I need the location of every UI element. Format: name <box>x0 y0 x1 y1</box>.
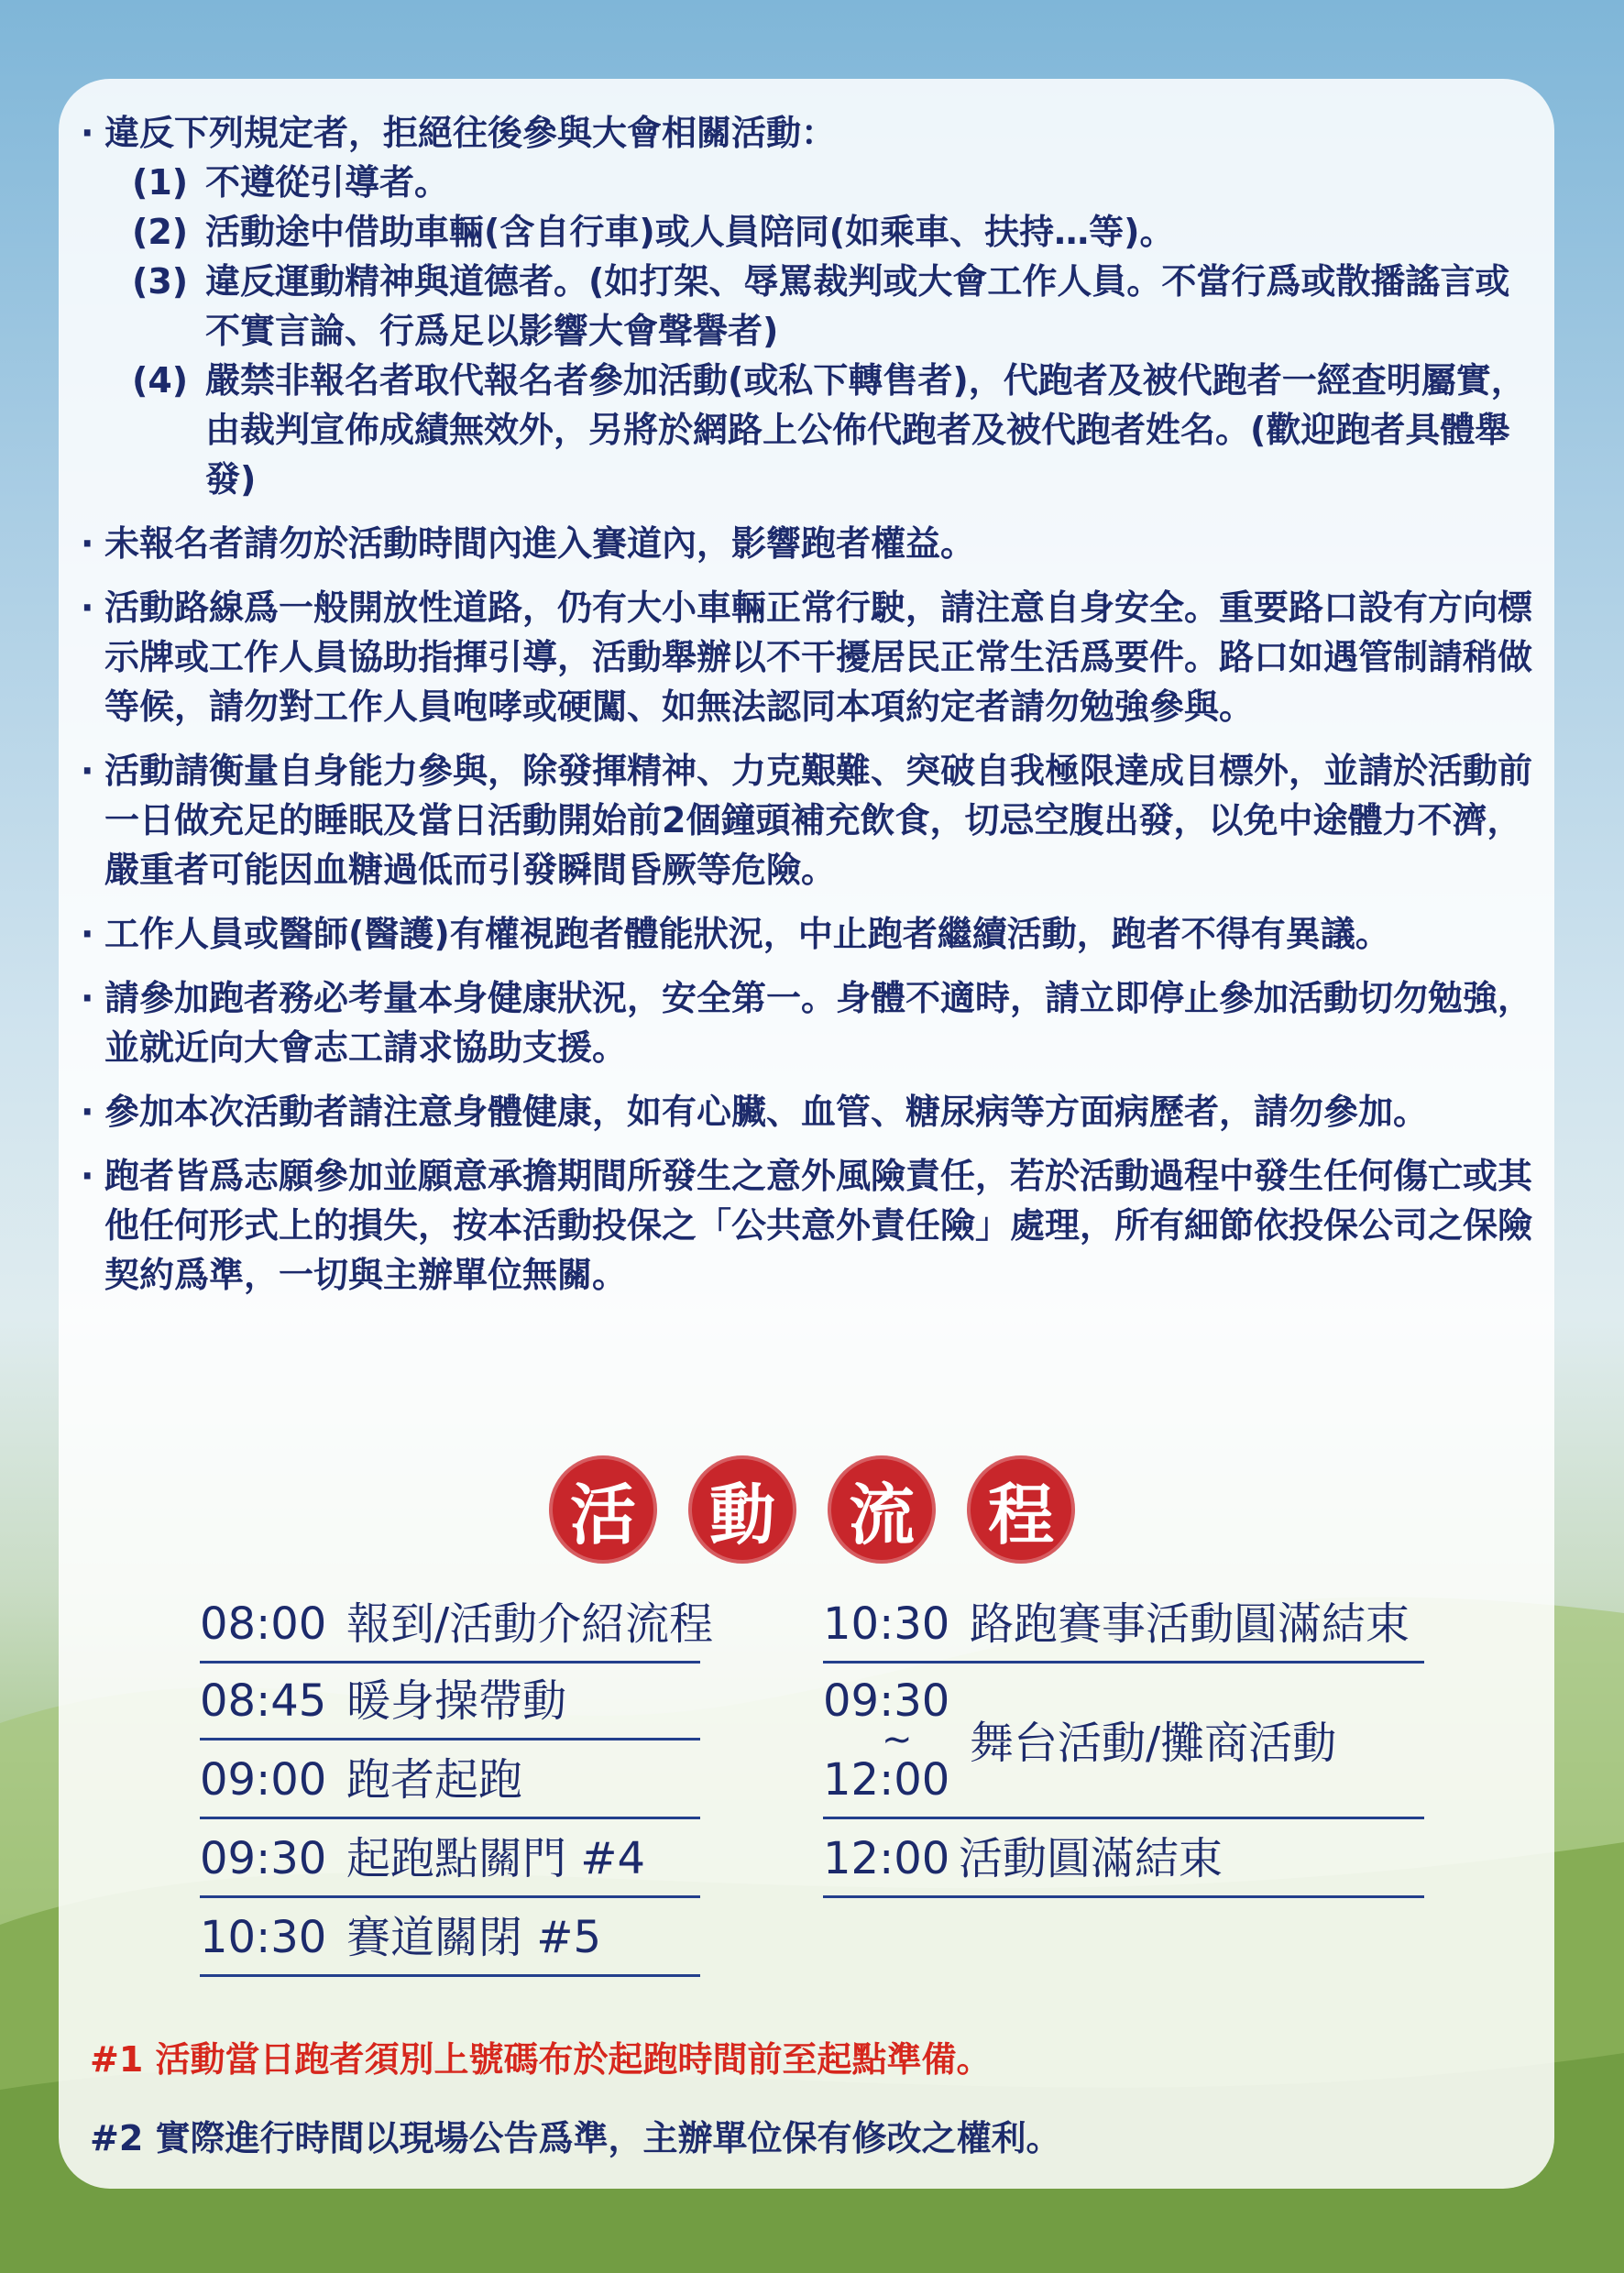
rule-item <box>77 108 1534 504</box>
schedule-row <box>200 1910 601 1965</box>
schedule-event: 活動圓滿結束 <box>959 1833 1223 1884</box>
rule-item <box>77 1151 1534 1300</box>
schedule-event: 賽道關閉 #5 <box>346 1912 602 1963</box>
rule-text: 活動路線爲一般開放性道路，仍有大小車輛正常行駛，請注意自身安全。重要路口設有方向標示牌或工作人員協助指揮引導，活動舉辦以不干擾居民正常生活爲要件。路口如遇管制請稍做等候，請勿對工作人員咆哮或硬闖、如無法認同本項約定者請勿勉強參與。 <box>104 587 1533 727</box>
sub-rule-text: 違反運動精神與道德者。(如打架、辱罵裁判或大會工作人員。不當行爲或散播謠言或不實言論、行爲足以影響大會聲譽者) <box>205 261 1510 351</box>
title-seal: 程 <box>967 1455 1075 1564</box>
row-underline <box>823 1817 1424 1819</box>
row-underline <box>200 1895 700 1898</box>
schedule-event: 舞台活動/攤商活動 <box>970 1718 1337 1769</box>
schedule-row <box>200 1831 645 1886</box>
bullet: · <box>81 978 94 1018</box>
schedule-row <box>823 1831 1223 1886</box>
sub-rule <box>104 356 1534 504</box>
schedule-time: 09:30 <box>200 1833 327 1884</box>
schedule-event: 報到/活動介紹流程 <box>346 1598 714 1650</box>
schedule-time: 10:30 <box>823 1598 950 1650</box>
sub-rule-number: (4) <box>132 360 189 401</box>
title-seal: 動 <box>688 1455 796 1564</box>
schedule-range-separator: ~ <box>882 1718 913 1761</box>
sub-rule-number: (3) <box>132 261 189 302</box>
rule-text: 參加本次活動者請注意身體健康，如有心臟、血管、糖尿病等方面病歷者，請勿參加。 <box>104 1092 1429 1132</box>
bullet: · <box>81 523 94 564</box>
row-underline <box>823 1661 1424 1664</box>
rule-item <box>77 1087 1534 1136</box>
bullet: · <box>81 587 94 628</box>
bullet: · <box>81 113 94 153</box>
rule-text: 請參加跑者務必考量本身健康狀況，安全第一。身體不適時，請立即停止參加活動切勿勉強，並就近向大會志工請求協助支援。 <box>104 978 1533 1068</box>
row-underline <box>200 1738 700 1740</box>
rule-text: 跑者皆爲志願參加並願意承擔期間所發生之意外風險責任，若於活動過程中發生任何傷亡或其他任何形式上的損失，按本活動投保之「公共意外責任險」處理，所有細節依投保公司之保險契約爲準，一切與主辦單位無關。 <box>104 1156 1533 1295</box>
rule-text: 違反下列規定者，拒絕往後參與大會相關活動： <box>104 113 837 153</box>
schedule-title <box>0 1455 1624 1564</box>
sub-rule <box>104 257 1534 356</box>
sub-rule-text: 活動途中借助車輛(含自行車)或人員陪同(如乘車、扶持…等)。 <box>205 212 1175 252</box>
schedule-time: 12:00 <box>823 1833 950 1884</box>
row-underline <box>823 1895 1424 1898</box>
note-1: #1 活動當日跑者須別上號碼布於起跑時間前至起點準備。 <box>90 2039 992 2080</box>
rule-text: 未報名者請勿於活動時間內進入賽道內，影響跑者權益。 <box>104 523 976 564</box>
title-seal: 活 <box>549 1455 657 1564</box>
schedule-time: 09:00 <box>200 1754 327 1806</box>
title-seal: 流 <box>828 1455 936 1564</box>
schedule-time: 08:45 <box>200 1675 327 1727</box>
rule-item <box>77 746 1534 895</box>
schedule-event: 暖身操帶動 <box>346 1675 567 1727</box>
row-underline <box>200 1661 700 1664</box>
schedule-range-start: 09:30 <box>823 1675 950 1727</box>
rule-item <box>77 519 1534 568</box>
bullet: · <box>81 914 94 954</box>
sub-rule-text: 不遵從引導者。 <box>205 162 450 203</box>
schedule-row <box>200 1752 522 1807</box>
rule-text: 工作人員或醫師(醫護)有權視跑者體能狀況，中止跑者繼續活動，跑者不得有異議。 <box>104 914 1390 954</box>
schedule-row <box>200 1674 566 1729</box>
row-underline <box>200 1974 700 1977</box>
schedule-time: 08:00 <box>200 1598 327 1650</box>
sub-rule <box>104 207 1534 257</box>
schedule-row <box>200 1597 713 1652</box>
schedule-event: 跑者起跑 <box>346 1754 523 1806</box>
row-underline <box>200 1817 700 1819</box>
sub-rule-number: (1) <box>132 162 189 203</box>
rules-list <box>77 108 1534 1314</box>
schedule-row <box>823 1597 1410 1652</box>
sub-rule-text: 嚴禁非報名者取代報名者參加活動(或私下轉售者)，代跑者及被代跑者一經查明屬實，由裁判宣佈成績無效外，另將於網路上公佈代跑者及被代跑者姓名。(歡迎跑者具體舉發) <box>205 360 1526 500</box>
schedule-time: 10:30 <box>200 1912 327 1963</box>
bullet: · <box>81 1092 94 1132</box>
sub-rule-number: (2) <box>132 212 189 252</box>
rule-item <box>77 973 1534 1072</box>
bullet: · <box>81 751 94 791</box>
schedule-range-end: 12:00 <box>823 1754 950 1806</box>
rule-item <box>77 583 1534 731</box>
bullet: · <box>81 1156 94 1196</box>
rule-text: 活動請衡量自身能力參與，除發揮精神、力克艱難、突破自我極限達成目標外，並請於活動前一日做充足的睡眠及當日活動開始前2個鐘頭補充飲食，切忌空腹出發，以免中途體力不濟，嚴重者可能因血糖過低而引發瞬間昏厥等危險。 <box>104 751 1533 890</box>
rule-item <box>77 909 1534 959</box>
note-2: #2 實際進行時間以現場公告爲準，主辦單位保有修改之權利。 <box>90 2118 1061 2158</box>
sub-rule <box>104 158 1534 207</box>
schedule-event: 起跑點關門 #4 <box>346 1833 646 1884</box>
schedule-event: 路跑賽事活動圓滿結束 <box>970 1598 1410 1650</box>
